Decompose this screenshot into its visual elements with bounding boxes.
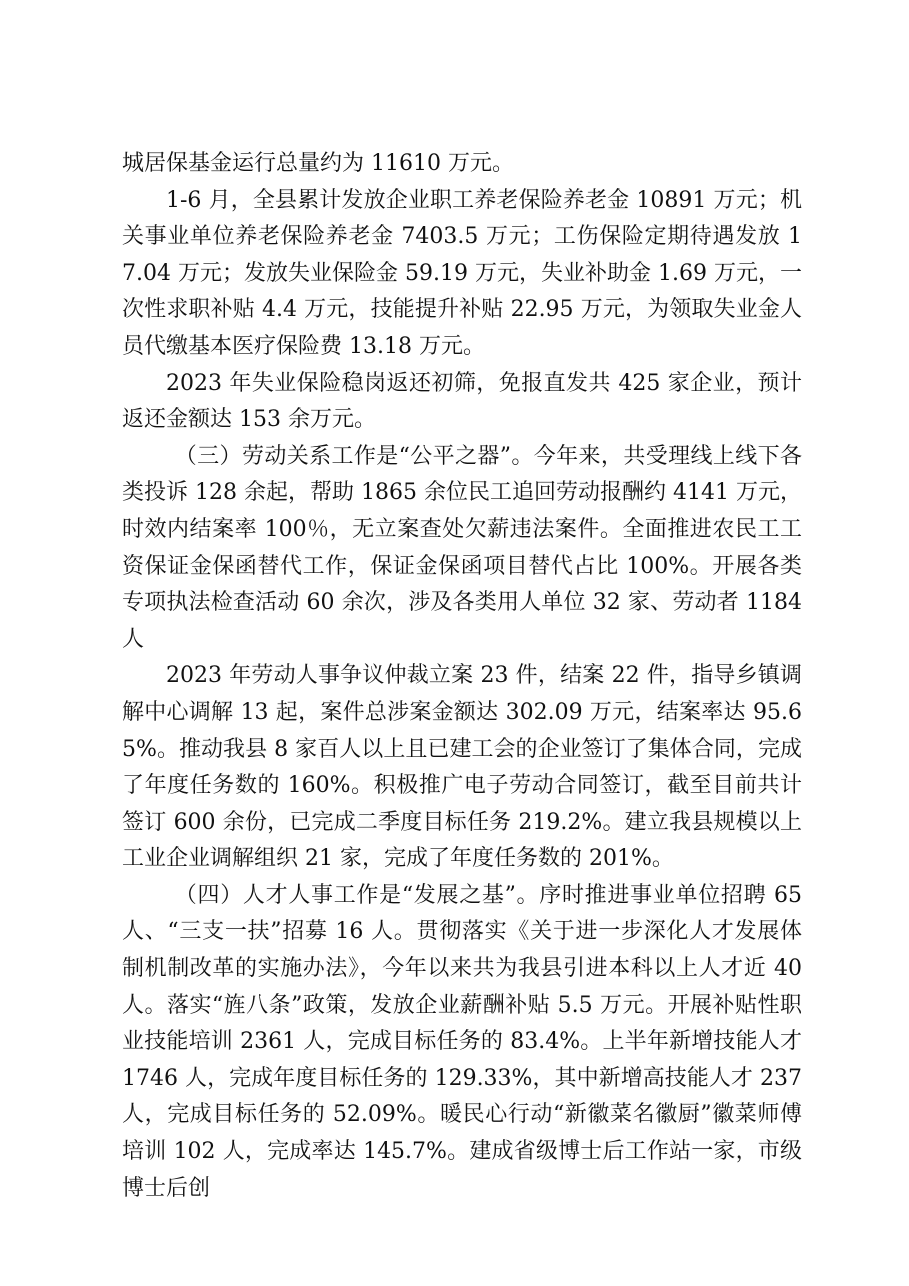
paragraph-job-stabilization-refund: 2023 年失业保险稳岗返还初筛，免报直发共 425 家企业，预计返还金额达 153 余万元。 bbox=[122, 370, 802, 433]
paragraph-talent-personnel: （四）人才人事工作是“发展之基”。序时推进事业单位招聘 65 人、“三支一扶”招募 16 人。贯彻落实《关于进一步深化人才发展体制机制改革的实施办法》，今年以来共为我县引进本科以上人才近 40 人。落实“旌八条”政策，发放企业薪酬补贴 5.5 万元。开展补贴性职业技能培训 2361 人，完成目标任务的 83.4%。上半年新增技能人才 1746 人，完成年度目标任务的 129.33%，其中新增高技能人才 237 人，完成目标任务的 52.09%。暖民心行动“新徽菜名徽厨”徽菜师傅培训 102 人，完成率达 145.7%。建成省级博士后工作站一家，市级博士后创 bbox=[122, 882, 802, 1201]
paragraph-labor-arbitration: 2023 年劳动人事争议仲裁立案 23 件，结案 22 件，指导乡镇调解中心调解 13 起，案件总涉案金额达 302.09 万元，结案率达 95.65%。推动我县 8 家百人以上且已建工会的企业签订了集体合同，完成了年度任务数的 160%。积极推广电子劳动合同签订，截至目前共计签订 600 余份，已完成二季度目标任务 219.2%。建立我县规模以上工业企业调解组织 21 家，完成了年度任务数的 201%。 bbox=[122, 663, 802, 872]
paragraph-labor-relations: （三）劳动关系工作是“公平之器”。今年来，共受理线上线下各类投诉 128 余起，帮助 1865 余位民工追回劳动报酬约 4141 万元，时效内结案率 100％，无立案查处欠薪违法案件。全面推进农民工工资保证金保函替代工作，保证金保函项目替代占比 100%。开展各类专项执法检查活动 60 余次，涉及各类用人单位 32 家、劳动者 1184 人 bbox=[122, 443, 802, 652]
paragraph-pension-fund-total: 城居保基金运行总量约为 11610 万元。 bbox=[122, 151, 514, 176]
paragraph-benefit-payments: 1-6 月，全县累计发放企业职工养老保险养老金 10891 万元；机关事业单位养老保险养老金 7403.5 万元；工伤保险定期待遇发放 17.04 万元；发放失业保险金 59.19 万元，失业补助金 1.69 万元，一次性求职补贴 4.4 万元，技能提升补贴 22.95 万元，为领取失业金人员代缴基本医疗保险费 13.18 万元。 bbox=[122, 187, 802, 359]
document-body bbox=[122, 146, 802, 1207]
